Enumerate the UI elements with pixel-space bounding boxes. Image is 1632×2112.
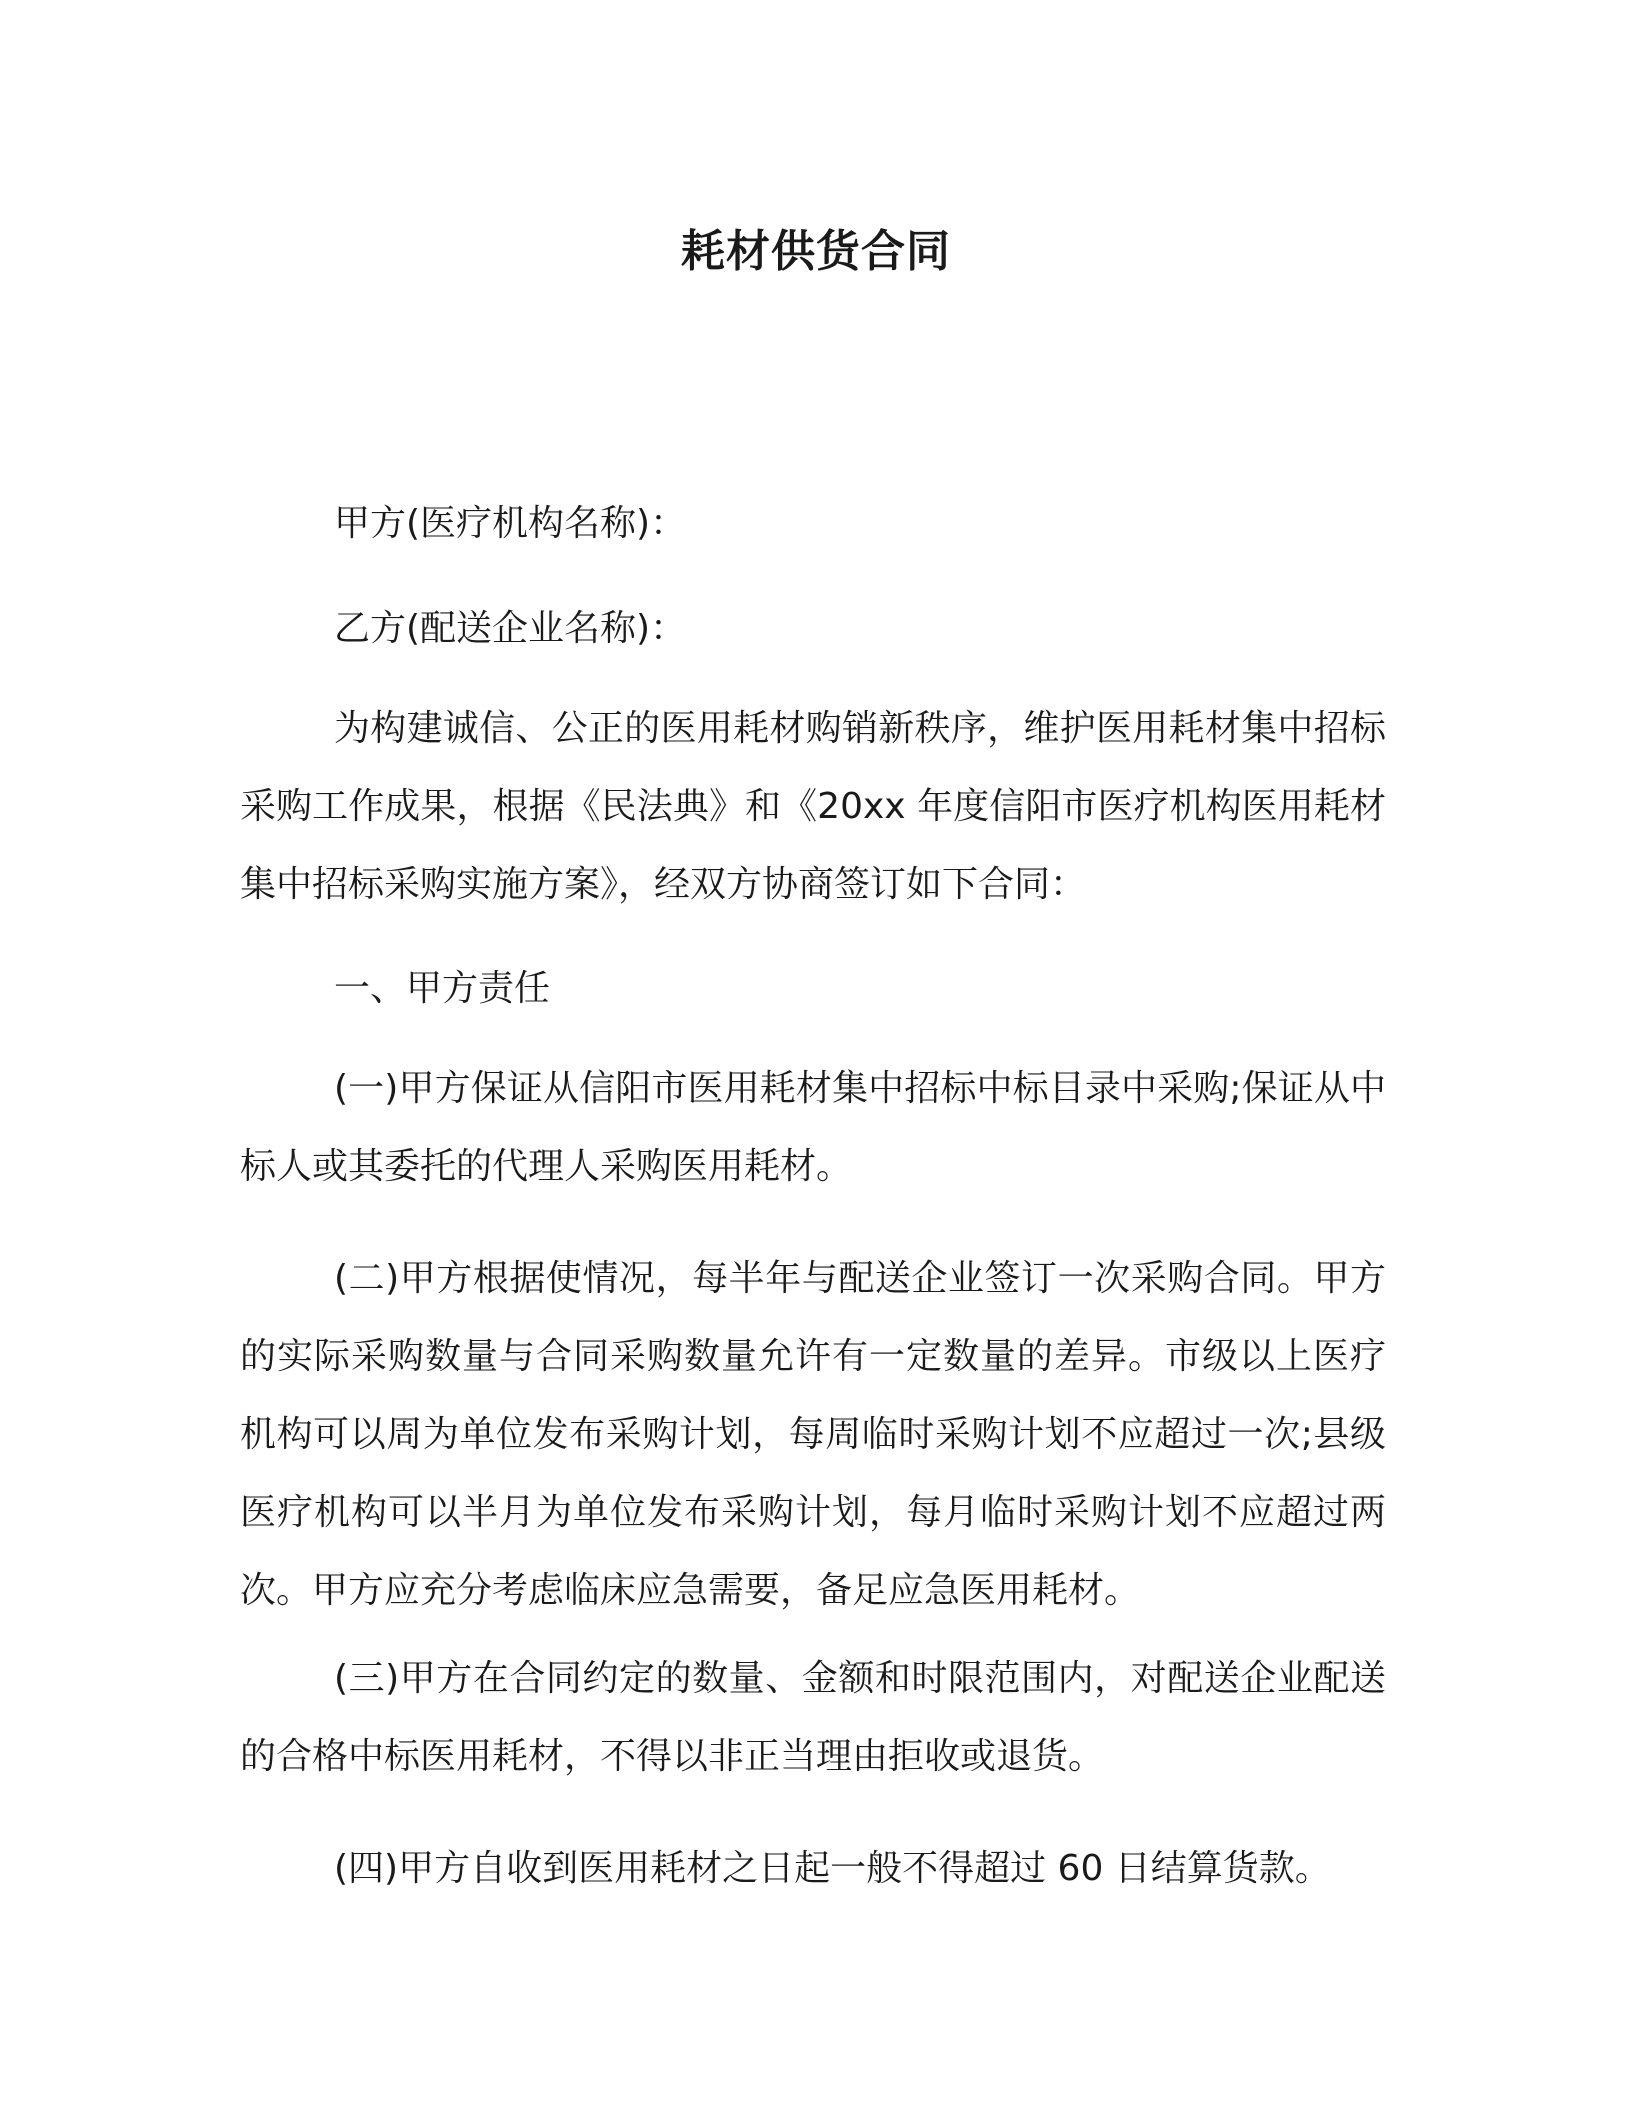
intro-paragraph: 为构建诚信、公正的医用耗材购销新秩序，维护医用耗材集中招标采购工作成果，根据《民法典》和《20xx 年度信阳市医疗机构医用耗材集中招标采购实施方案》，经双方协商签订如下合同：: [240, 708, 1386, 905]
section-heading: 一、甲方责任: [334, 968, 551, 1009]
clause-paragraph: (一)甲方保证从信阳市医用耗材集中招标中标目录中采购;保证从中标人或其委托的代理人采购医用耗材。: [240, 1068, 1386, 1187]
document-title: 耗材供货合同: [681, 226, 951, 277]
party-a-line: 甲方(医疗机构名称)：: [334, 503, 687, 544]
clause-paragraph: (二)甲方根据使情况，每半年与配送企业签订一次采购合同。甲方的实际采购数量与合同采购数量允许有一定数量的差异。市级以上医疗机构可以周为单位发布采购计划，每周临时采购计划不应超过一次;县级医疗机构可以半月为单位发布采购计划，每月临时采购计划不应超过两次。甲方应充分考虑临床应急需要，备足应急医用耗材。: [240, 1258, 1386, 1611]
party-b-line: 乙方(配送企业名称)：: [334, 608, 687, 649]
clause-paragraph: (三)甲方在合同约定的数量、金额和时限范围内，对配送企业配送的合格中标医用耗材，不得以非正当理由拒收或退货。: [240, 1658, 1386, 1777]
clause-paragraph: (四)甲方自收到医用耗材之日起一般不得超过 60 日结算货款。: [334, 1848, 1331, 1889]
